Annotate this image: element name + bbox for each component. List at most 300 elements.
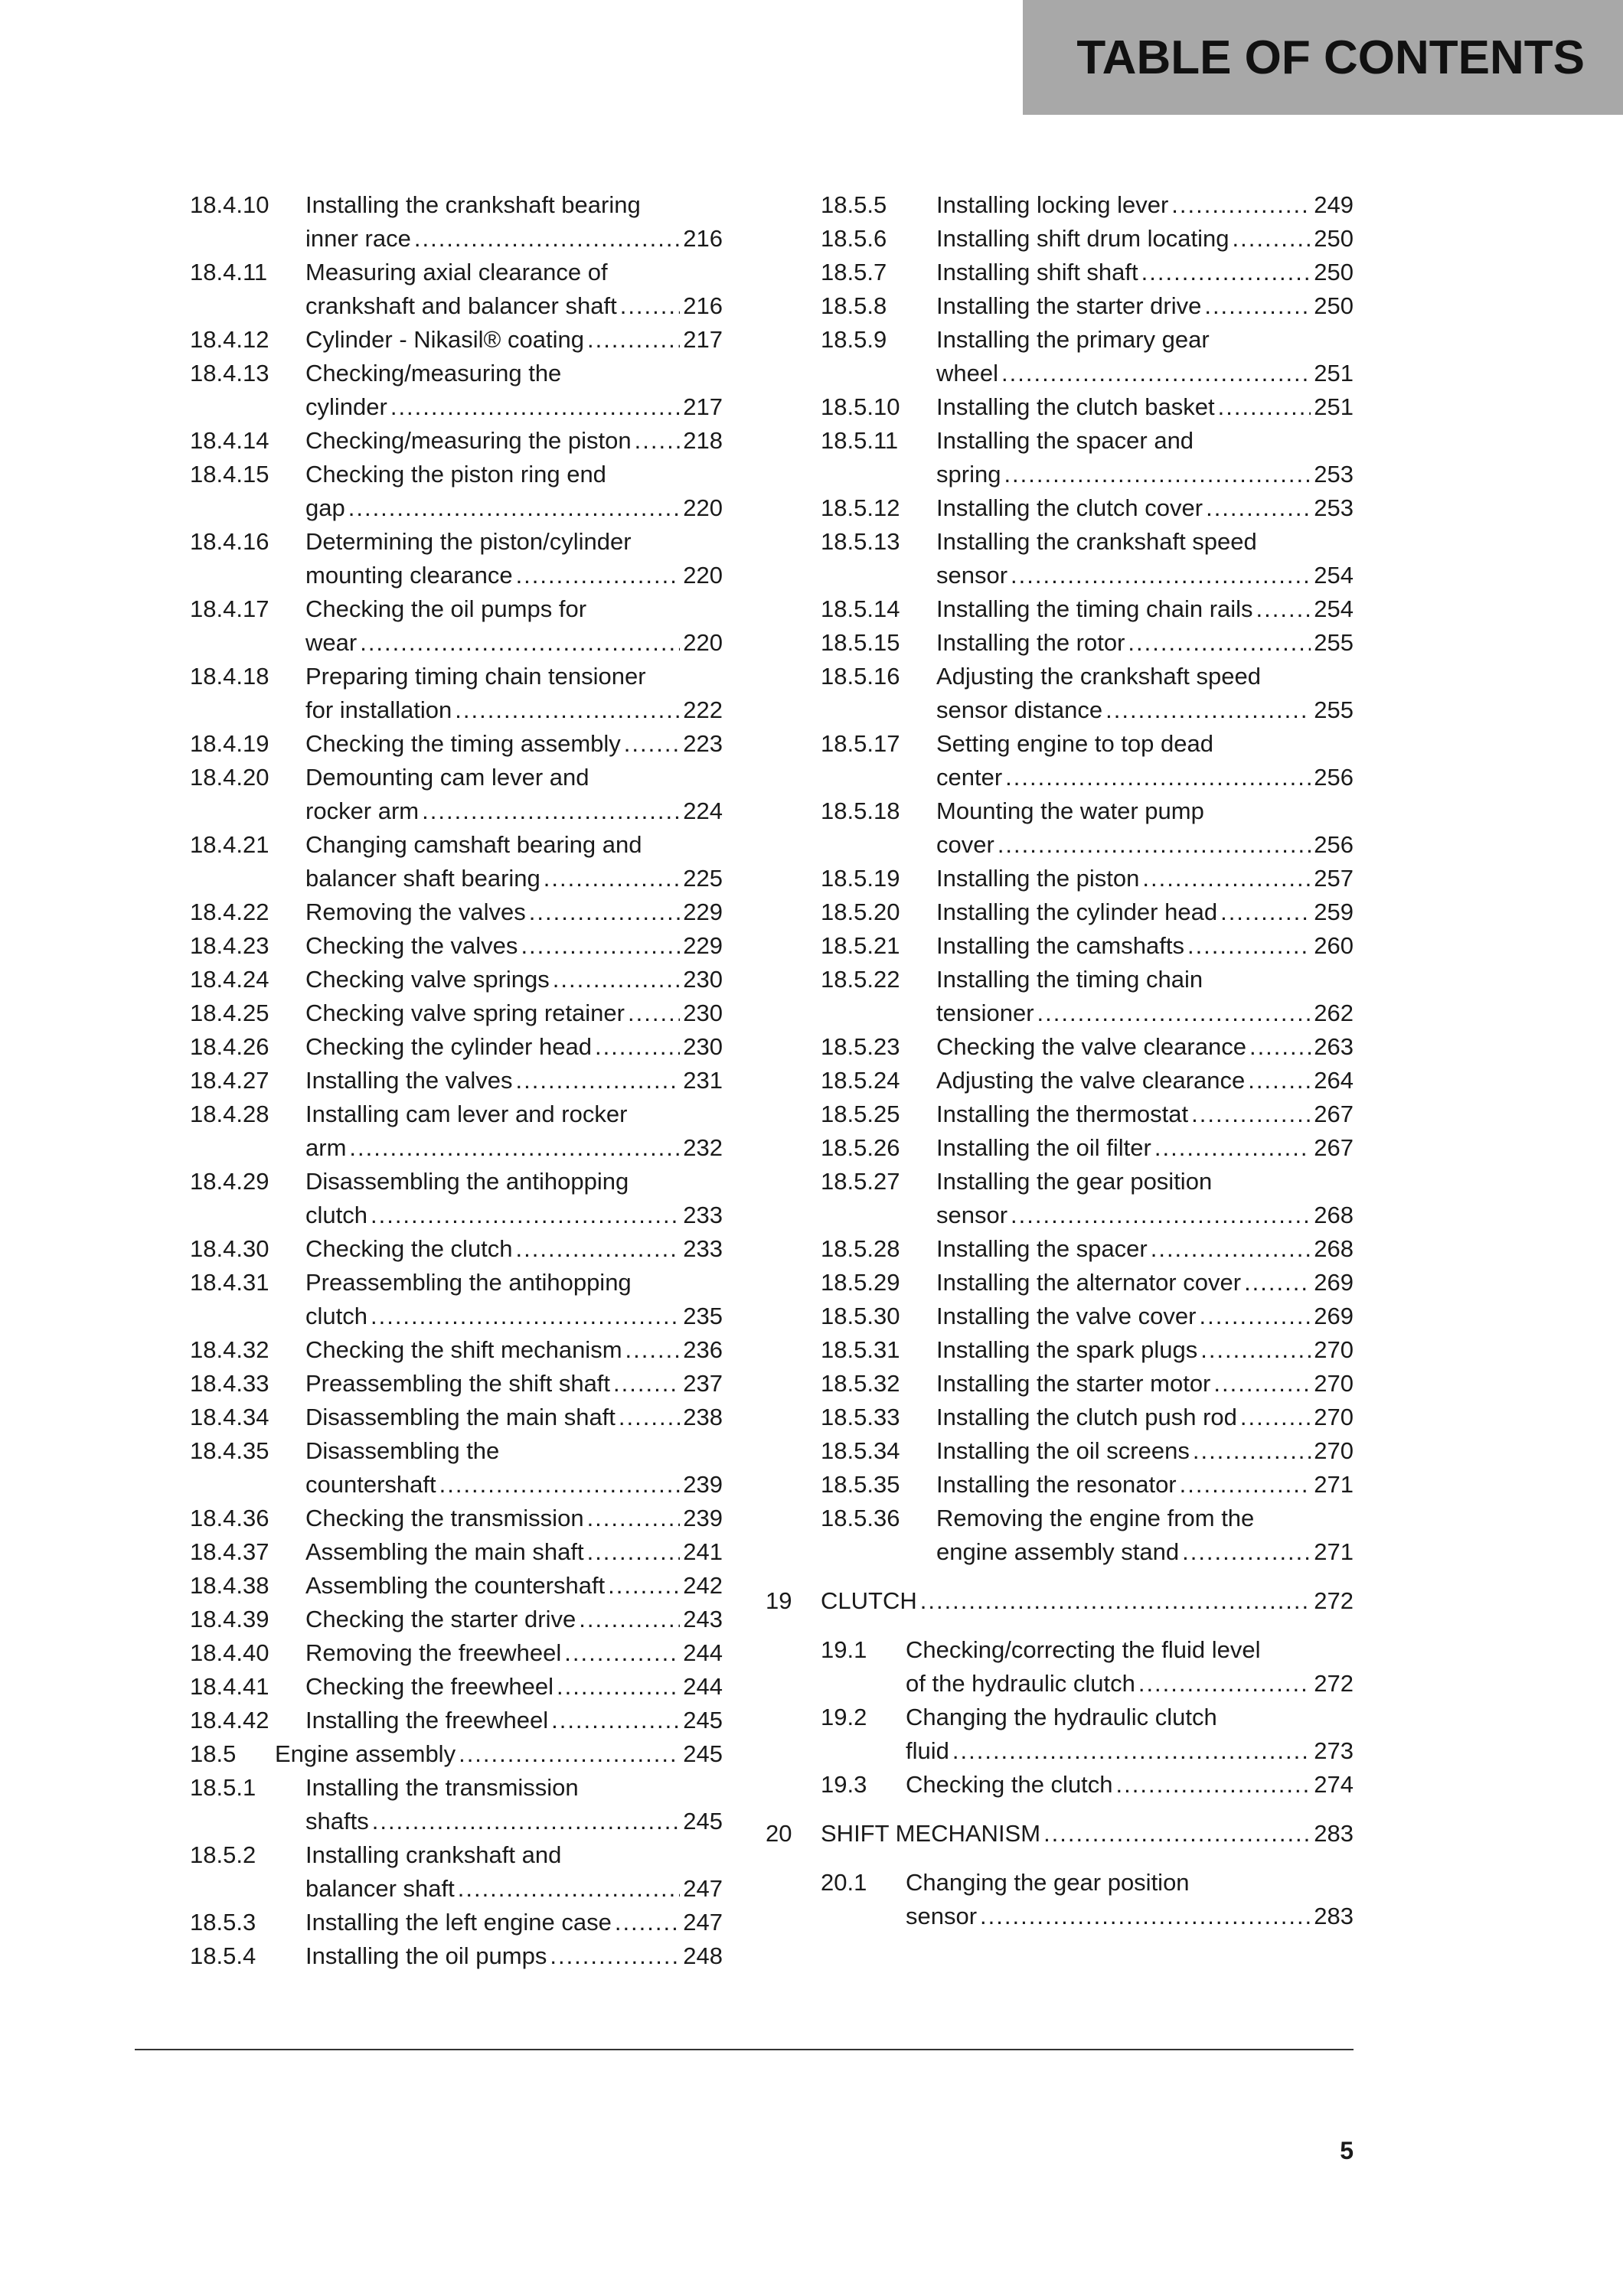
- toc-entry[interactable]: [190, 1064, 723, 1097]
- dot-leader: [579, 1603, 680, 1636]
- toc-entry-title: Checking the transmission: [305, 1505, 584, 1531]
- toc-entry-title: Installing the spark plugs: [936, 1336, 1198, 1363]
- toc-entry[interactable]: [766, 222, 1354, 256]
- toc-entry-number: 18.5.14: [821, 595, 900, 622]
- toc-entry-title: Engine assembly: [275, 1740, 456, 1767]
- dot-leader: [619, 1401, 680, 1434]
- toc-entry-number: 18.4.12: [190, 326, 269, 353]
- toc-entry-title: Checking/measuring the: [305, 360, 562, 386]
- toc-entry[interactable]: [190, 188, 723, 256]
- toc-entry[interactable]: [190, 1030, 723, 1064]
- toc-entry[interactable]: [190, 996, 723, 1030]
- toc-entry-page: 239: [683, 1471, 723, 1498]
- toc-entry[interactable]: [766, 1097, 1354, 1131]
- dot-leader: [360, 626, 680, 660]
- toc-entry[interactable]: [190, 963, 723, 996]
- toc-entry[interactable]: [766, 1768, 1354, 1802]
- toc-entry-title: tensioner: [936, 1000, 1034, 1026]
- toc-entry[interactable]: [190, 727, 723, 761]
- toc-entry[interactable]: [766, 1266, 1354, 1300]
- toc-entry[interactable]: [190, 1603, 723, 1636]
- toc-entry[interactable]: [766, 862, 1354, 895]
- toc-entry-page: 245: [683, 1707, 723, 1733]
- toc-entry-page: 271: [1314, 1471, 1354, 1498]
- toc-entry[interactable]: [766, 1232, 1354, 1266]
- dot-leader: [1256, 592, 1311, 626]
- toc-entry-number: 18.4.25: [190, 1000, 269, 1026]
- dot-leader: [587, 323, 680, 357]
- toc-entry-title: Checking valve spring retainer: [305, 1000, 625, 1026]
- toc-entry-title: Checking valve springs: [305, 966, 550, 993]
- toc-entry-title: wear: [305, 629, 358, 656]
- toc-entry-page: 256: [1314, 764, 1354, 791]
- toc-entry-number: 18.4.36: [190, 1505, 269, 1531]
- toc-entry-page: 268: [1314, 1235, 1354, 1262]
- toc-entry-page: 241: [683, 1538, 723, 1565]
- toc-entry[interactable]: [190, 1401, 723, 1434]
- toc-entry-page: 254: [1314, 562, 1354, 589]
- toc-entry-title: Installing shift shaft: [936, 259, 1138, 285]
- dot-leader: [516, 559, 681, 592]
- dot-leader: [455, 693, 680, 727]
- toc-entry-number: 20.1: [821, 1869, 867, 1896]
- toc-entry-title: Disassembling the antihopping: [305, 1168, 629, 1195]
- toc-entry[interactable]: [766, 188, 1354, 222]
- toc-entry-page: 250: [1314, 292, 1354, 319]
- toc-entry-title: crankshaft and balancer shaft: [305, 292, 617, 319]
- toc-entry-page: 218: [683, 427, 723, 454]
- toc-entry-title: gap: [305, 494, 345, 521]
- toc-entry-title: sensor distance: [936, 696, 1103, 723]
- toc-entry-page: 233: [683, 1202, 723, 1228]
- toc-entry[interactable]: [190, 1535, 723, 1569]
- toc-entry-number: 18.4.31: [190, 1269, 269, 1296]
- toc-entry[interactable]: [190, 458, 723, 525]
- toc-entry-number: 18.4.16: [190, 528, 269, 555]
- toc-entry[interactable]: [766, 491, 1354, 525]
- toc-entry[interactable]: [766, 1367, 1354, 1401]
- dot-leader: [1244, 1266, 1311, 1300]
- dot-leader: [1204, 289, 1311, 323]
- toc-entry[interactable]: [190, 1097, 723, 1165]
- toc-entry[interactable]: [766, 1866, 1354, 1933]
- toc-entry-page: 242: [683, 1572, 723, 1599]
- toc-entry[interactable]: [190, 828, 723, 895]
- toc-entry[interactable]: [190, 1165, 723, 1232]
- toc-entry[interactable]: [766, 1165, 1354, 1232]
- toc-entry-number: 18.4.13: [190, 360, 269, 386]
- dot-leader: [1011, 559, 1311, 592]
- toc-entry-page: 239: [683, 1505, 723, 1531]
- dot-leader: [1001, 357, 1311, 390]
- toc-entry[interactable]: [190, 592, 723, 660]
- toc-entry-title: of the hydraulic clutch: [906, 1670, 1135, 1697]
- dot-leader: [1199, 1300, 1311, 1333]
- toc-entry[interactable]: [766, 1434, 1354, 1468]
- toc-entry-title: Checking the timing assembly: [305, 730, 621, 757]
- dot-leader: [1116, 1768, 1311, 1802]
- toc-entry-title: mounting clearance: [305, 562, 513, 589]
- toc-entry-number: 18.5.34: [821, 1437, 900, 1464]
- toc-entry[interactable]: [766, 1030, 1354, 1064]
- toc-entry-number: 18.4.37: [190, 1538, 269, 1565]
- toc-entry-number: 18.4.21: [190, 831, 269, 858]
- toc-entry-page: 271: [1314, 1538, 1354, 1565]
- toc-entry[interactable]: [766, 1300, 1354, 1333]
- toc-entry-number: 18.5.30: [821, 1303, 900, 1329]
- toc-entry[interactable]: [766, 592, 1354, 626]
- toc-entry-title: Preassembling the antihopping: [305, 1269, 632, 1296]
- toc-entry-page: 257: [1314, 865, 1354, 892]
- toc-entry-page: 229: [683, 932, 723, 959]
- toc-entry-page: 217: [683, 393, 723, 420]
- toc-entry-title: Checking the valves: [305, 932, 518, 959]
- dot-leader: [1138, 1667, 1311, 1701]
- toc-entry[interactable]: [190, 895, 723, 929]
- toc-entry-page: 253: [1314, 461, 1354, 488]
- dot-leader: [1105, 693, 1311, 727]
- toc-entry-title: engine assembly stand: [936, 1538, 1180, 1565]
- toc-entry-number: 19.3: [821, 1771, 867, 1798]
- toc-entry-title: Preparing timing chain tensioner: [305, 663, 646, 690]
- toc-entry-title: Installing the oil pumps: [305, 1942, 547, 1969]
- dot-leader: [1005, 761, 1311, 794]
- dot-leader: [1218, 390, 1311, 424]
- toc-entry-title: balancer shaft: [305, 1875, 455, 1902]
- toc-entry-number: 18.5.18: [821, 797, 900, 824]
- toc-entry-title: Cylinder - Nikasil® coating: [305, 326, 584, 353]
- toc-entry-title: Installing the starter drive: [936, 292, 1202, 319]
- toc-entry-number: 18.5.6: [821, 225, 887, 252]
- toc-entry[interactable]: [766, 256, 1354, 289]
- toc-entry-title: Installing the timing chain rails: [936, 595, 1253, 622]
- toc-entry-title: Adjusting the crankshaft speed: [936, 663, 1261, 690]
- toc-entry-page: 272: [1314, 1587, 1354, 1614]
- footer-divider: [135, 2049, 1354, 2050]
- toc-entry[interactable]: [190, 1670, 723, 1704]
- dot-leader: [1249, 1030, 1311, 1064]
- toc-entry-number: 18.4.18: [190, 663, 269, 690]
- dot-leader: [952, 1734, 1311, 1768]
- toc-entry-title: Installing locking lever: [936, 191, 1169, 218]
- toc-entry[interactable]: [190, 1333, 723, 1367]
- dot-leader: [557, 1670, 680, 1704]
- toc-entry-number: 18.5.8: [821, 292, 887, 319]
- dot-leader: [1151, 1232, 1311, 1266]
- toc-entry[interactable]: [766, 1633, 1354, 1701]
- toc-entry-page: 283: [1314, 1903, 1354, 1929]
- toc-entry-page: 270: [1314, 1336, 1354, 1363]
- toc-entry-title: sensor: [936, 562, 1008, 589]
- toc-entry[interactable]: [190, 424, 723, 458]
- toc-entry[interactable]: [766, 1401, 1354, 1434]
- toc-entry[interactable]: [190, 1636, 723, 1670]
- toc-entry-number: 18.4.15: [190, 461, 269, 488]
- toc-entry-title: Installing the oil filter: [936, 1134, 1151, 1161]
- dot-leader: [624, 727, 680, 761]
- toc-entry-title: Mounting the water pump: [936, 797, 1204, 824]
- toc-entry-page: 233: [683, 1235, 723, 1262]
- toc-entry[interactable]: [190, 1232, 723, 1266]
- toc-entry-number: 18.4.24: [190, 966, 269, 993]
- toc-entry-page: 270: [1314, 1404, 1354, 1430]
- toc-entry-number: 19: [766, 1587, 792, 1614]
- dot-leader: [414, 222, 680, 256]
- header-banner: [1023, 0, 1623, 115]
- toc-entry[interactable]: [190, 1906, 723, 1939]
- toc-entry[interactable]: [190, 357, 723, 424]
- toc-entry-title: Checking the oil pumps for: [305, 595, 587, 622]
- toc-entry-title: Changing camshaft bearing and: [305, 831, 642, 858]
- toc-entry[interactable]: [190, 1771, 723, 1838]
- toc-entry-title: Checking the freewheel: [305, 1673, 554, 1700]
- toc-entry[interactable]: [766, 1064, 1354, 1097]
- toc-entry-page: 216: [683, 225, 723, 252]
- toc-entry[interactable]: [766, 1584, 1354, 1618]
- toc-entry-number: 18.5.22: [821, 966, 900, 993]
- toc-entry[interactable]: [766, 660, 1354, 727]
- toc-entry-title: Installing the camshafts: [936, 932, 1184, 959]
- toc-entry-title: sensor: [936, 1202, 1008, 1228]
- toc-entry-page: 256: [1314, 831, 1354, 858]
- toc-entry-title: Installing the gear position: [936, 1168, 1213, 1195]
- toc-entry-title: Checking/correcting the fluid level: [906, 1636, 1261, 1663]
- toc-entry[interactable]: [190, 1367, 723, 1401]
- toc-entry[interactable]: [766, 390, 1354, 424]
- toc-entry-number: 18.5.32: [821, 1370, 900, 1397]
- dot-leader: [371, 1300, 680, 1333]
- toc-entry-number: 20: [766, 1820, 792, 1847]
- dot-leader: [1004, 458, 1311, 491]
- dot-leader: [371, 1199, 680, 1232]
- toc-entry-page: 247: [683, 1909, 723, 1936]
- toc-entry[interactable]: [766, 794, 1354, 862]
- toc-entry[interactable]: [190, 323, 723, 357]
- dot-leader: [620, 289, 681, 323]
- toc-entry-title: Installing the transmission: [305, 1774, 579, 1801]
- dot-leader: [1206, 491, 1311, 525]
- dot-leader: [550, 1939, 680, 1973]
- toc-entry-number: 18.4.14: [190, 427, 269, 454]
- dot-leader: [422, 794, 680, 828]
- dot-leader: [439, 1468, 681, 1502]
- dot-leader: [1233, 222, 1311, 256]
- toc-entry-page: 255: [1314, 629, 1354, 656]
- toc-entry-number: 18.5.3: [190, 1909, 256, 1936]
- toc-entry-page: 220: [683, 494, 723, 521]
- toc-entry-number: 19.2: [821, 1704, 867, 1730]
- toc-entry-page: 229: [683, 899, 723, 925]
- toc-entry[interactable]: [766, 525, 1354, 592]
- toc-entry-number: 18.5.7: [821, 259, 887, 285]
- toc-entry[interactable]: [766, 626, 1354, 660]
- toc-entry[interactable]: [766, 895, 1354, 929]
- toc-entry-number: 18.5.29: [821, 1269, 900, 1296]
- dot-leader: [1187, 929, 1311, 963]
- toc-entry-number: 18.5.27: [821, 1168, 900, 1195]
- toc-entry[interactable]: [766, 323, 1354, 390]
- dot-leader: [1154, 1131, 1311, 1165]
- toc-entry-page: 245: [683, 1740, 723, 1767]
- toc-entry[interactable]: [190, 1704, 723, 1737]
- toc-entry-title: Changing the hydraulic clutch: [906, 1704, 1217, 1730]
- toc-entry[interactable]: [190, 761, 723, 828]
- toc-entry[interactable]: [190, 1569, 723, 1603]
- dot-leader: [458, 1872, 681, 1906]
- toc-entry-title: Checking the starter drive: [305, 1606, 576, 1632]
- toc-entry-title: Installing the resonator: [936, 1471, 1177, 1498]
- dot-leader: [635, 424, 681, 458]
- toc-entry[interactable]: [766, 963, 1354, 1030]
- toc-entry-title: sensor: [906, 1903, 978, 1929]
- toc-entry-number: 18.5.20: [821, 899, 900, 925]
- toc-column-left: [190, 188, 723, 1973]
- toc-entry-page: 244: [683, 1673, 723, 1700]
- toc-entry-title: Setting engine to top dead: [936, 730, 1213, 757]
- toc-entry-title: Checking the valve clearance: [936, 1033, 1246, 1060]
- toc-entry-title: Preassembling the shift shaft: [305, 1370, 611, 1397]
- toc-entry-page: 250: [1314, 259, 1354, 285]
- toc-entry[interactable]: [766, 1131, 1354, 1165]
- toc-entry-title: Checking the clutch: [305, 1235, 513, 1262]
- dot-leader: [544, 862, 681, 895]
- toc-entry-title: Demounting cam lever and: [305, 764, 589, 791]
- toc-entry-page: 222: [683, 696, 723, 723]
- toc-entry-number: 18.5.33: [821, 1404, 900, 1430]
- page-title: TABLE OF CONTENTS: [1076, 31, 1585, 84]
- toc-entry[interactable]: [190, 660, 723, 727]
- toc-entry[interactable]: [190, 1266, 723, 1333]
- toc-entry-title: arm: [305, 1134, 347, 1161]
- toc-entry-number: 18.5.10: [821, 393, 900, 420]
- dot-leader: [920, 1584, 1311, 1618]
- toc-entry-title: CLUTCH: [821, 1587, 917, 1614]
- toc-entry[interactable]: [190, 1737, 723, 1771]
- toc-entry-page: 254: [1314, 595, 1354, 622]
- toc-entry-number: 18.4.17: [190, 595, 269, 622]
- toc-entry[interactable]: [766, 1502, 1354, 1569]
- dot-leader: [516, 1232, 681, 1266]
- toc-entry-number: 18.5.5: [821, 191, 887, 218]
- dot-leader: [608, 1569, 680, 1603]
- toc-entry[interactable]: [766, 1701, 1354, 1768]
- dot-leader: [1191, 1097, 1311, 1131]
- toc-entry[interactable]: [766, 1468, 1354, 1502]
- toc-entry-number: 18.5.12: [821, 494, 900, 521]
- toc-entry-page: 220: [683, 629, 723, 656]
- toc-entry-page: 263: [1314, 1033, 1354, 1060]
- toc-entry-title: balancer shaft bearing: [305, 865, 540, 892]
- dot-leader: [390, 390, 680, 424]
- toc-entry-title: clutch: [305, 1202, 367, 1228]
- toc-entry-title: Disassembling the main shaft: [305, 1404, 616, 1430]
- dot-leader: [1248, 1064, 1311, 1097]
- dot-leader: [615, 1906, 680, 1939]
- toc-entry-title: Installing the valve cover: [936, 1303, 1197, 1329]
- toc-entry[interactable]: [190, 1434, 723, 1502]
- toc-entry-page: 238: [683, 1404, 723, 1430]
- toc-entry[interactable]: [190, 256, 723, 323]
- dot-leader: [1193, 1434, 1311, 1468]
- toc-entry-title: Installing the primary gear: [936, 326, 1210, 353]
- dot-leader: [1200, 1333, 1311, 1367]
- toc-entry-number: 18.5.16: [821, 663, 900, 690]
- toc-entry-page: 272: [1314, 1670, 1354, 1697]
- toc-entry[interactable]: [190, 929, 723, 963]
- toc-entry-page: 244: [683, 1639, 723, 1666]
- toc-entry-title: Installing the valves: [305, 1067, 513, 1094]
- toc-entry-page: 230: [683, 966, 723, 993]
- toc-entry-page: 264: [1314, 1067, 1354, 1094]
- toc-entry[interactable]: [190, 525, 723, 592]
- toc-entry-page: 253: [1314, 494, 1354, 521]
- toc-entry-title: Checking the clutch: [906, 1771, 1113, 1798]
- toc-entry-title: Installing crankshaft and: [305, 1841, 562, 1868]
- toc-entry-title: cover: [936, 831, 994, 858]
- toc-entry-page: 216: [683, 292, 723, 319]
- toc-entry-number: 18.4.29: [190, 1168, 269, 1195]
- toc-entry-page: 251: [1314, 393, 1354, 420]
- toc-entry[interactable]: [190, 1838, 723, 1906]
- toc-entry[interactable]: [190, 1502, 723, 1535]
- toc-entry-title: Installing the spacer: [936, 1235, 1148, 1262]
- dot-leader: [625, 1333, 681, 1367]
- toc-entry-title: countershaft: [305, 1471, 436, 1498]
- toc-entry[interactable]: [766, 727, 1354, 794]
- toc-entry-title: Changing the gear position: [906, 1869, 1190, 1896]
- toc-entry-number: 18.4.22: [190, 899, 269, 925]
- toc-entry-page: 270: [1314, 1437, 1354, 1464]
- toc-entry-number: 18.5.25: [821, 1101, 900, 1127]
- toc-entry[interactable]: [766, 424, 1354, 491]
- toc-entry-number: 18.4.41: [190, 1673, 269, 1700]
- toc-entry-number: 18.5.2: [190, 1841, 256, 1868]
- toc-entry[interactable]: [190, 1939, 723, 1973]
- toc-entry-title: inner race: [305, 225, 411, 252]
- toc-entry-number: 18.5.36: [821, 1505, 900, 1531]
- toc-entry-title: Removing the freewheel: [305, 1639, 562, 1666]
- toc-column-right: [766, 188, 1354, 1933]
- dot-leader: [1180, 1468, 1311, 1502]
- toc-entry-title: center: [936, 764, 1003, 791]
- dot-leader: [1128, 626, 1311, 660]
- dot-leader: [1220, 895, 1311, 929]
- toc-entry[interactable]: [766, 1817, 1354, 1851]
- toc-entry-number: 18.5.9: [821, 326, 887, 353]
- toc-entry[interactable]: [766, 929, 1354, 963]
- toc-entry-title: Installing the clutch push rod: [936, 1404, 1237, 1430]
- toc-entry-page: 225: [683, 865, 723, 892]
- toc-entry-number: 18.5.17: [821, 730, 900, 757]
- toc-entry-title: wheel: [936, 360, 998, 386]
- toc-entry-number: 18.5.28: [821, 1235, 900, 1262]
- dot-leader: [521, 929, 680, 963]
- toc-entry-number: 18.4.11: [190, 259, 268, 285]
- toc-entry-number: 18.5: [190, 1740, 237, 1767]
- toc-entry-number: 18.5.26: [821, 1134, 900, 1161]
- dot-leader: [1240, 1401, 1311, 1434]
- toc-entry-title: cylinder: [305, 393, 387, 420]
- dot-leader: [1043, 1817, 1311, 1851]
- toc-entry[interactable]: [766, 1333, 1354, 1367]
- toc-entry-page: 235: [683, 1303, 723, 1329]
- toc-entry-number: 18.4.27: [190, 1067, 269, 1094]
- toc-entry[interactable]: [766, 289, 1354, 323]
- toc-entry-title: Removing the engine from the: [936, 1505, 1255, 1531]
- toc-entry-title: Removing the valves: [305, 899, 526, 925]
- dot-leader: [459, 1737, 680, 1771]
- toc-entry-title: Installing the timing chain: [936, 966, 1203, 993]
